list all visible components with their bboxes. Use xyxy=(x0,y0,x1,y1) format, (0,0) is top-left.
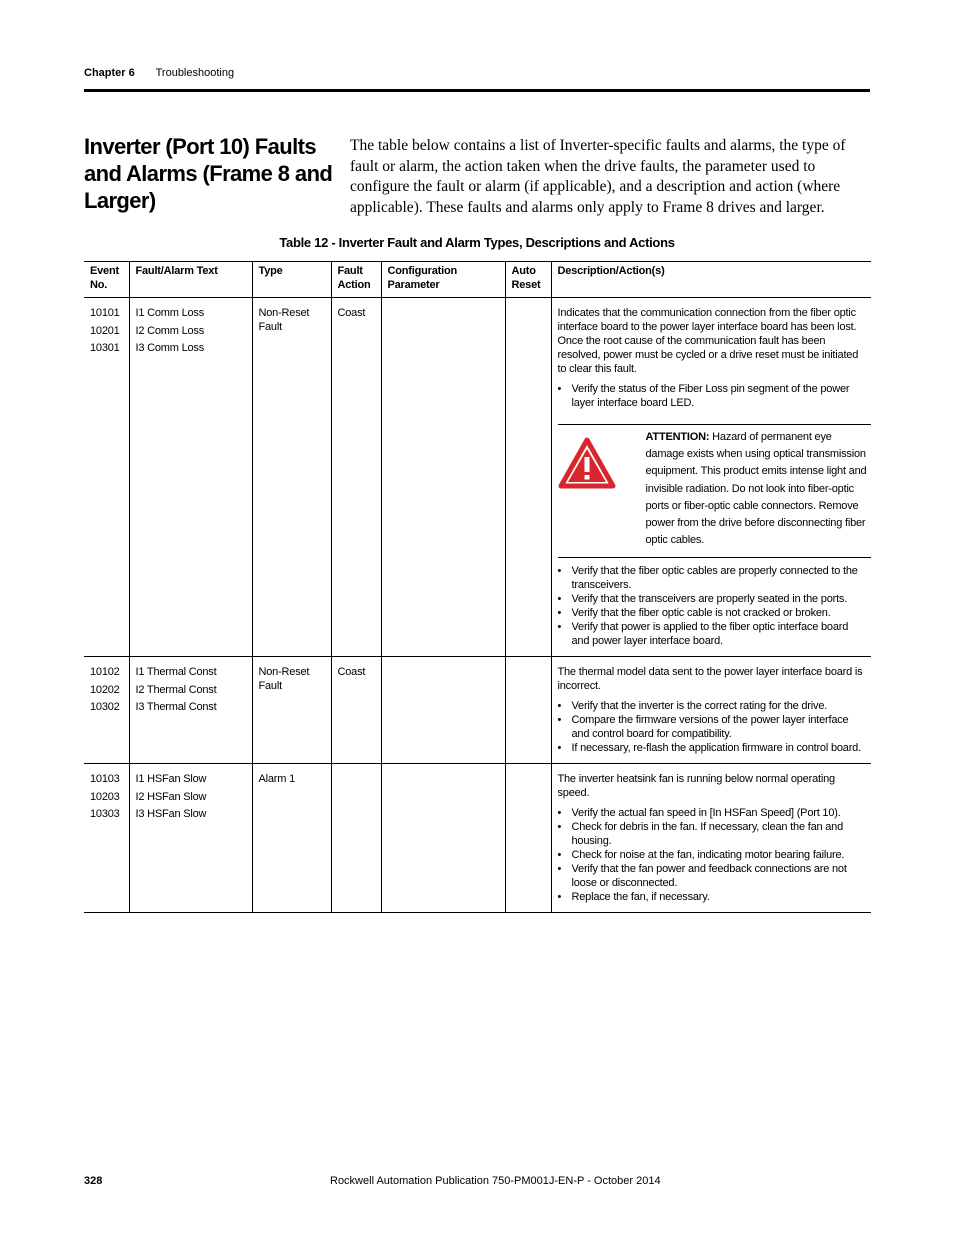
page-header xyxy=(84,67,234,79)
col-text: Fault/Alarm Text xyxy=(129,262,252,298)
action-list xyxy=(558,564,867,648)
param-cell xyxy=(381,657,505,764)
description-text: Indicates that the communication connection from the fiber optic interface board to the power layer interface board has been lost. Once the root cause of the communication fault has been resolved, power must be cycled or a drive reset must be initiated to clear this fault. xyxy=(557,307,859,375)
action-item: • Verify that the fiber optic cables are properly connected to the transceivers. xyxy=(558,564,867,592)
event-no: 10102 xyxy=(90,666,120,679)
action-item: • Verify that the inverter is the correct rating for the drive. xyxy=(558,699,867,713)
action-item: • Verify that power is applied to the fiber optic interface board and power layer interface board. xyxy=(558,620,867,648)
event-no: 10103 xyxy=(90,773,120,786)
col-param: Configuration Parameter xyxy=(381,262,505,298)
fault-text: I2 Thermal Const xyxy=(135,683,217,696)
table-row xyxy=(84,657,871,764)
col-type: Type xyxy=(252,262,331,298)
attention-label: ATTENTION: xyxy=(645,431,710,443)
table-header-row xyxy=(84,262,871,298)
action-item: • Check for debris in the fan. If necessary, clean the fan and housing. xyxy=(558,820,867,848)
action-item: • Replace the fan, if necessary. xyxy=(558,890,867,904)
reset-cell xyxy=(505,298,551,657)
event-no: 10201 xyxy=(90,324,120,337)
section-label: Troubleshooting xyxy=(155,67,235,79)
description-cell xyxy=(551,298,871,657)
action-item: • If necessary, re-flash the application firmware in control board. xyxy=(558,741,867,755)
fault-table xyxy=(84,261,871,913)
page-title: Inverter (Port 10) Faults and Alarms (Frame 8 and Larger) xyxy=(84,134,333,213)
fault-text: I1 Thermal Const xyxy=(135,666,217,679)
type-cell: Alarm 1 xyxy=(252,764,331,913)
param-cell xyxy=(381,764,505,913)
description-text: The inverter heatsink fan is running below normal operating speed. xyxy=(557,773,835,800)
event-no: 10101 xyxy=(90,307,120,319)
header-rule xyxy=(84,89,870,92)
fault-text: I3 Comm Loss xyxy=(135,342,205,354)
reset-cell xyxy=(505,764,551,913)
event-no: 10301 xyxy=(90,342,120,354)
action-cell xyxy=(331,764,381,913)
action-item: • Verify that the transceivers are properly seated in the ports. xyxy=(558,592,867,606)
action-cell: Coast xyxy=(331,657,381,764)
event-no: 10303 xyxy=(90,808,120,821)
action-item: • Check for noise at the fan, indicating motor bearing failure. xyxy=(558,848,867,862)
col-event: Event No. xyxy=(84,262,129,298)
param-cell xyxy=(381,298,505,657)
fault-text-cell xyxy=(129,764,252,913)
fault-text-cell xyxy=(129,657,252,764)
attention-text xyxy=(646,429,872,549)
fault-text: I3 Thermal Const xyxy=(135,701,217,714)
fault-text: I2 Comm Loss xyxy=(135,324,205,337)
table-row xyxy=(84,298,871,657)
event-no: 10202 xyxy=(90,683,120,696)
reset-cell xyxy=(505,657,551,764)
table-caption: Table 12 - Inverter Fault and Alarm Types, Descriptions and Actions xyxy=(279,235,675,250)
event-no: 10203 xyxy=(90,790,120,803)
action-item: • Verify the actual fan speed in [In HSFan Speed] (Port 10). xyxy=(558,806,867,820)
action-list xyxy=(558,699,867,755)
col-action: Fault Action xyxy=(331,262,381,298)
fault-text: I3 HSFan Slow xyxy=(135,808,207,821)
action-cell: Coast xyxy=(331,298,381,657)
publication-info: Rockwell Automation Publication 750-PM001J-EN-P - October 2014 xyxy=(330,1175,661,1187)
fault-text: I2 HSFan Slow xyxy=(135,790,207,803)
attention-box xyxy=(558,424,872,558)
action-item: • Verify the status of the Fiber Loss pin segment of the power layer interface board LED. xyxy=(558,382,867,410)
event-cell xyxy=(84,764,129,913)
action-item: • Verify that the fiber optic cable is not cracked or broken. xyxy=(558,606,867,620)
col-desc: Description/Action(s) xyxy=(551,262,871,298)
event-no: 10302 xyxy=(90,701,120,714)
table-row xyxy=(84,764,871,913)
action-item: • Compare the firmware versions of the power layer interface and control board for compatibility. xyxy=(558,713,867,741)
fault-text: I1 Comm Loss xyxy=(135,307,205,319)
warning-triangle-icon xyxy=(558,429,646,549)
event-cell xyxy=(84,298,129,657)
intro-paragraph: The table below contains a list of Inverter-specific faults and alarms, the type of fault or alarm, the action taken when the drive faults, the parameter used to configure the fault or alarm (if applicable), and a description and action (where applicable). These faults and alarms only apply to Frame 8 drives and larger. xyxy=(350,137,846,216)
fault-text-cell xyxy=(129,298,252,657)
event-cell xyxy=(84,657,129,764)
description-cell xyxy=(551,657,871,764)
description-text: The thermal model data sent to the power layer interface board is incorrect. xyxy=(557,666,863,693)
attention-body: Hazard of permanent eye damage exists when using optical transmission equipment. This product emits intense light and invisible radiation. Do not look into fiber-optic ports or fiber-optic cable connectors. Remove power from the drive before disconnecting fiber optic cables. xyxy=(645,431,867,547)
chapter-label: Chapter 6 xyxy=(84,67,135,79)
description-cell xyxy=(551,764,871,913)
type-cell: Non-Reset Fault xyxy=(252,298,331,657)
type-cell: Non-Reset Fault xyxy=(252,657,331,764)
action-list xyxy=(558,806,867,904)
fault-text: I1 HSFan Slow xyxy=(135,773,207,786)
col-reset: Auto Reset xyxy=(505,262,551,298)
page-number: 328 xyxy=(84,1175,103,1187)
action-item: • Verify that the fan power and feedback connections are not loose or disconnected. xyxy=(558,862,867,890)
action-list xyxy=(558,382,867,410)
